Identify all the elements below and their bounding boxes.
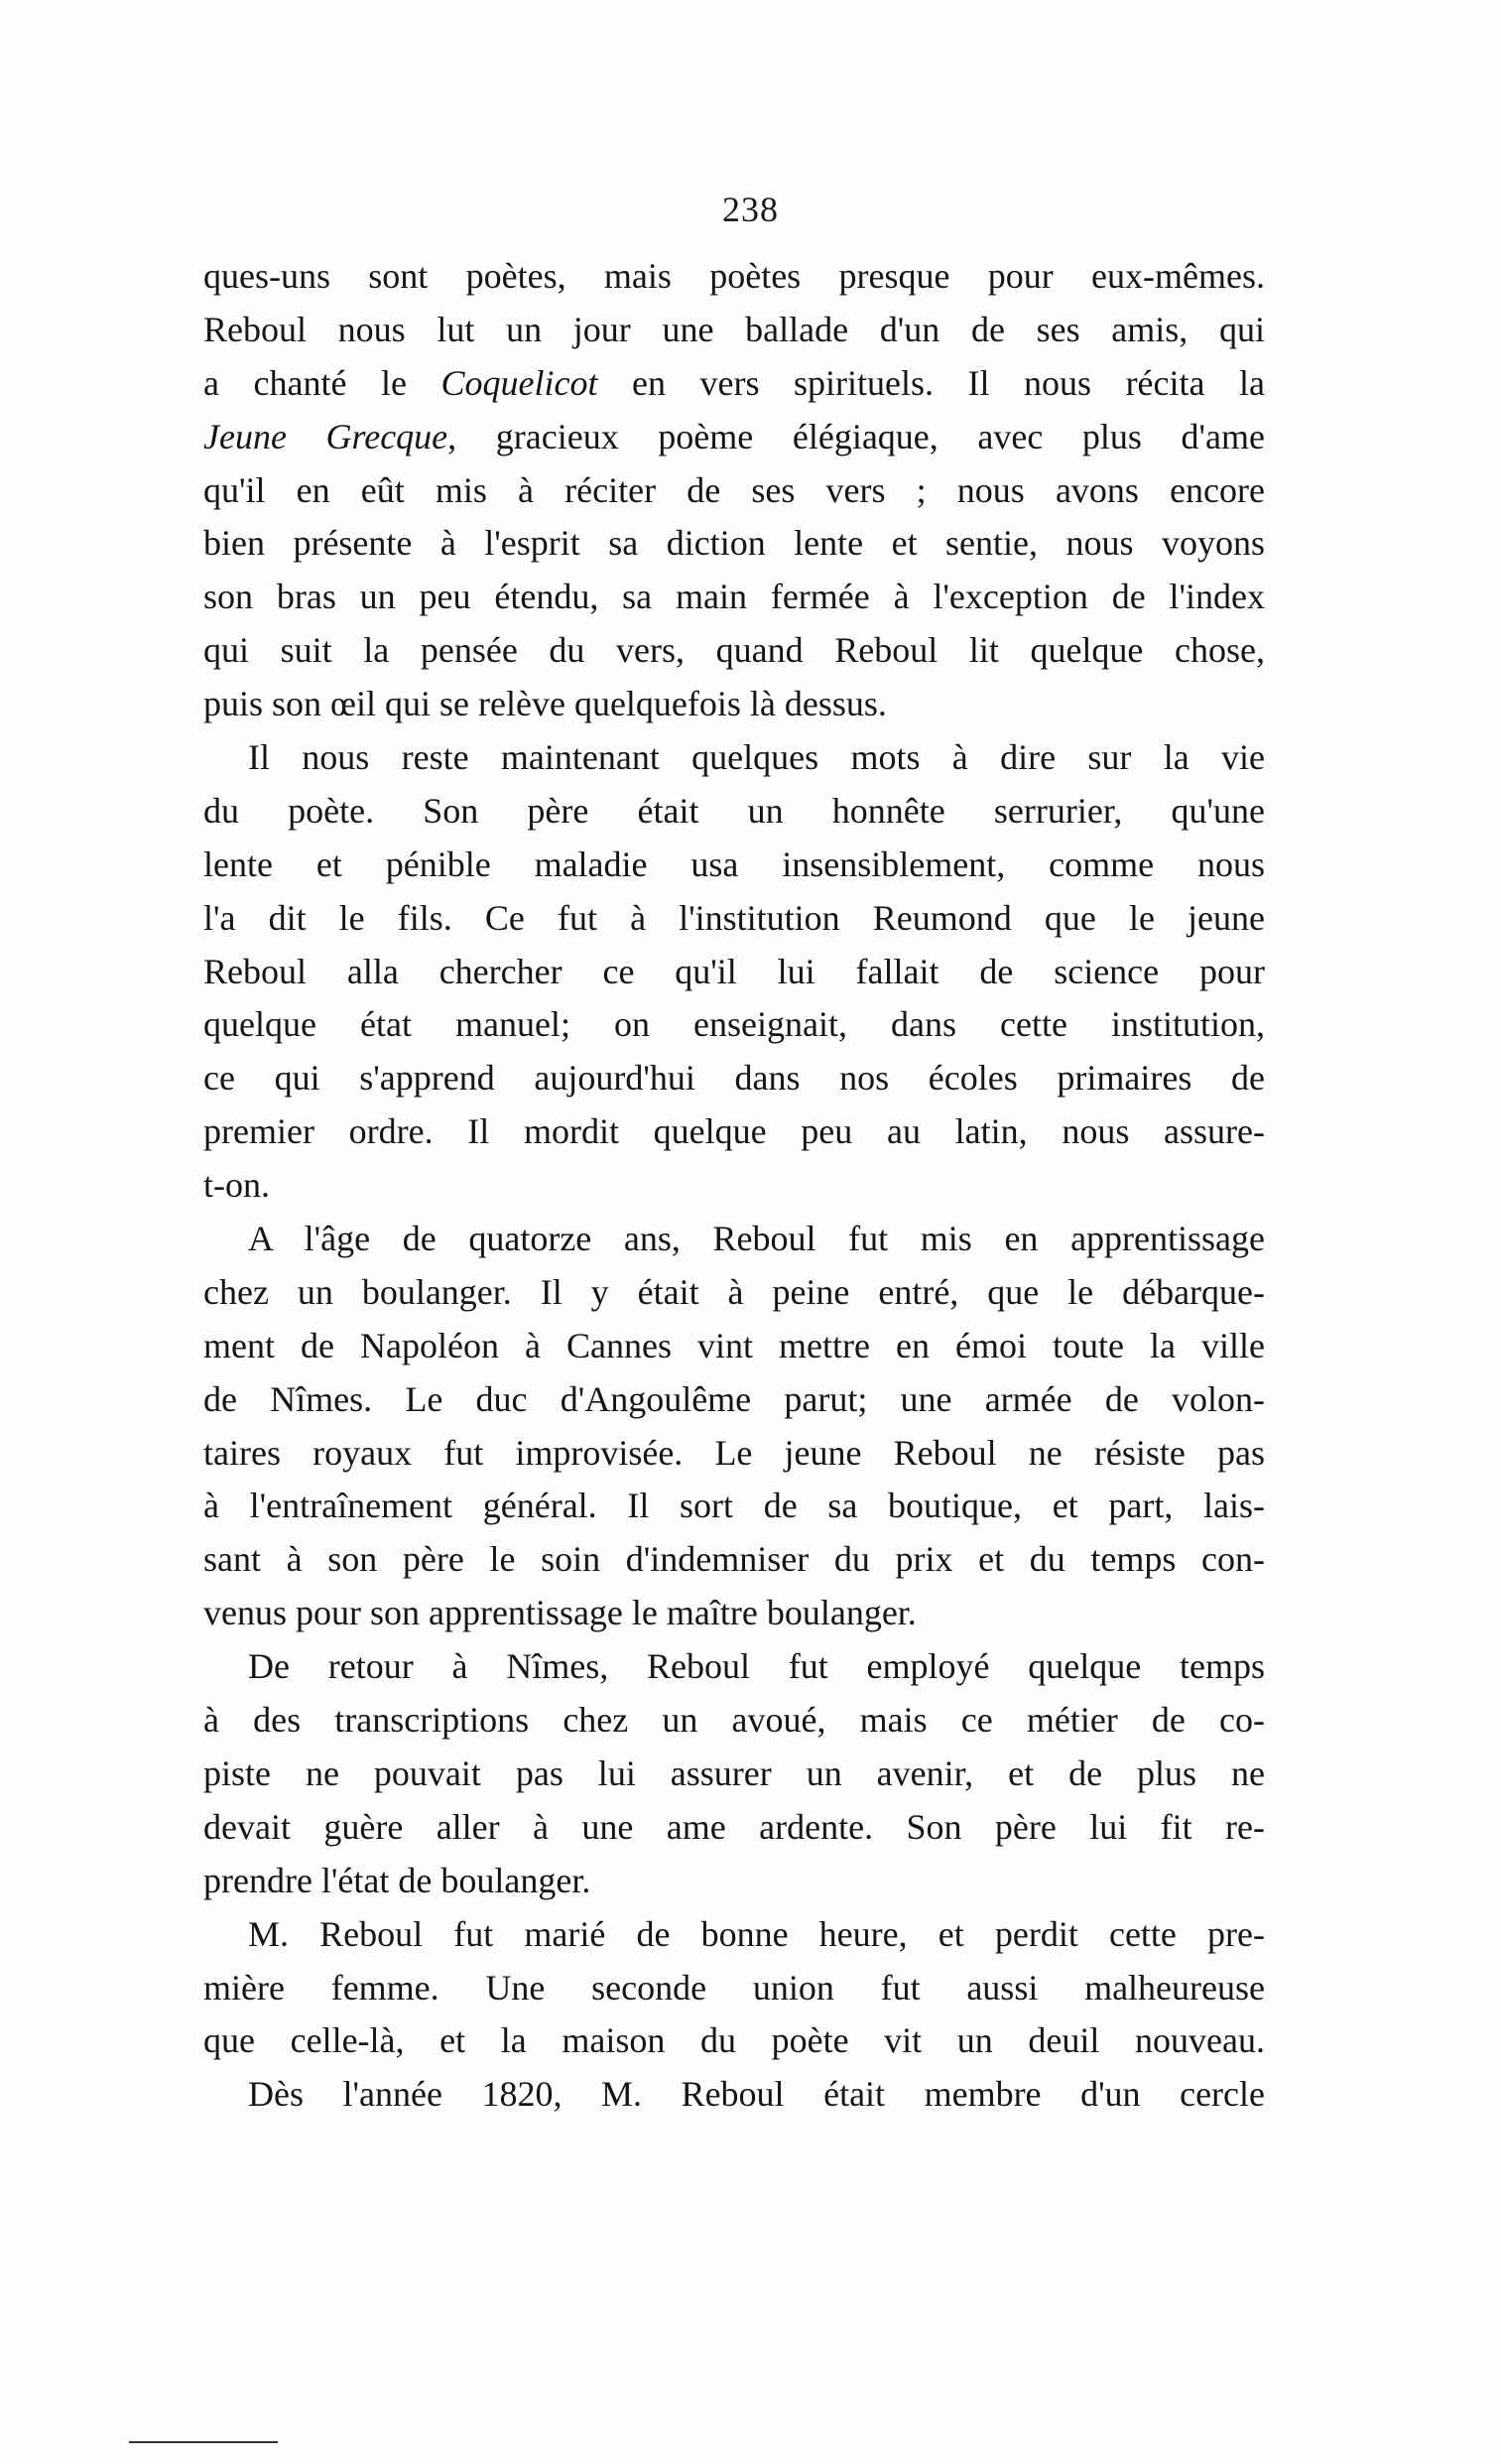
text-line: prendre l'état de boulanger. [203,1860,591,1900]
text-line: bien présente à l'esprit sa diction lente et sentie, nous voyons [203,523,1265,564]
text-line: Reboul alla chercher ce qu'il lui fallait de science pour [203,951,1265,991]
text-line: du poète. Son père était un honnête serrurier, qu'une [203,790,1265,831]
text-line: puis son œil qui se relève quelquefois là dessus. [203,684,887,724]
text-line: Il nous reste maintenant quelques mots à dire sur la vie [248,737,1265,778]
text-line: qui suit la pensée du vers, quand Reboul lit quelque chose, [203,630,1265,671]
text-line: de Nîmes. Le duc d'Angoulême parut; une armée de volon- [203,1378,1265,1419]
text-line: t-on. [203,1165,270,1206]
text-line: venus pour son apprentissage le maître boulanger. [203,1593,917,1633]
text-line: premier ordre. Il mordit quelque peu au latin, nous assure- [203,1111,1265,1152]
text-line: devait guère aller à une ame ardente. Son père lui fit re- [203,1806,1265,1847]
bottom-rule [129,2441,278,2443]
body-text [203,250,1265,2122]
text-line: Jeune Grecque, gracieux poème élégiaque, avec plus d'ame [203,416,1265,456]
text-line: De retour à Nîmes, Reboul fut employé quelque temps [248,1646,1265,1687]
text-line: sant à son père le soin d'indemniser du prix et du temps con- [203,1539,1265,1580]
text-line: ques-uns sont poètes, mais poètes presque pour eux-mêmes. [203,256,1265,296]
text-line: taires royaux fut improvisée. Le jeune Reboul ne résiste pas [203,1432,1265,1473]
text-line: quelque état manuel; on enseignait, dans cette institution, [203,1004,1265,1045]
text-line: lente et pénible maladie usa insensiblement, comme nous [203,843,1265,884]
text-line: son bras un peu étendu, sa main fermée à l'exception de l'index [203,577,1265,617]
text-line: chez un boulanger. Il y était à peine entré, que le débarque- [203,1271,1265,1312]
text-line: A l'âge de quatorze ans, Reboul fut mis en apprentissage [248,1219,1265,1259]
text-line: Dès l'année 1820, M. Reboul était membre d'un cercle [248,2074,1265,2115]
text-line: M. Reboul fut marié de bonne heure, et perdit cette pre- [248,1913,1265,1954]
page-number: 238 [722,190,779,229]
text-line: mière femme. Une seconde union fut aussi malheureuse [203,1967,1265,2008]
text-line: à des transcriptions chez un avoué, mais ce métier de co- [203,1700,1265,1741]
text-line: ce qui s'apprend aujourd'hui dans nos écoles primaires de [203,1058,1265,1099]
text-line: piste ne pouvait pas lui assurer un avenir, et de plus ne [203,1752,1265,1793]
text-line: ment de Napoléon à Cannes vint mettre en émoi toute la ville [203,1325,1265,1365]
text-line: que celle-là, et la maison du poète vit un deuil nouveau. [203,2020,1265,2061]
text-line: Reboul nous lut un jour une ballade d'un de ses amis, qui [203,309,1265,349]
text-line: à l'entraînement général. Il sort de sa boutique, et part, lais- [203,1486,1265,1526]
text-line: l'a dit le fils. Ce fut à l'institution Reumond que le jeune [203,897,1265,938]
text-line: qu'il en eût mis à réciter de ses vers ; nous avons encore [203,469,1265,510]
text-line: a chanté le Coquelicot en vers spirituels. Il nous récita la [203,362,1266,403]
